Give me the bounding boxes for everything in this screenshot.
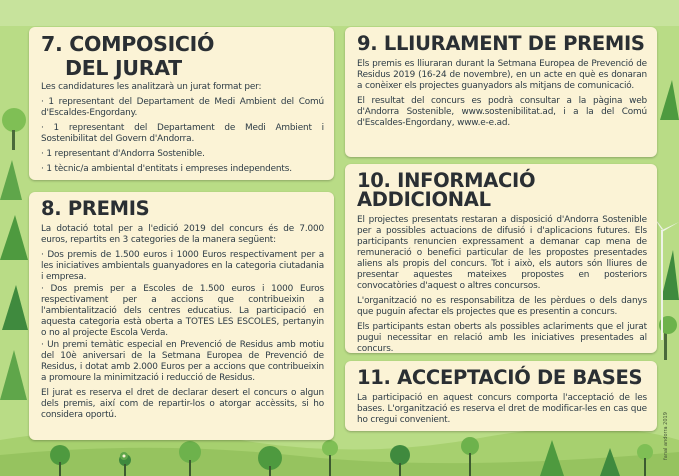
list-item: · 1 representant del Departament de Medi Ambient del Comú d'Escaldes-Engordany. bbox=[41, 97, 324, 118]
section-11-title: 11. ACCEPTACIÓ DE BASES bbox=[357, 366, 643, 389]
section-8-intro: La dotació total per a l'edició 2019 del concurs és de 7.000 euros, repartits en 3 categories de la manera següent: bbox=[41, 224, 324, 245]
section-acceptance-of-rules bbox=[345, 361, 657, 431]
section-8-title: 8. PREMIS bbox=[41, 197, 150, 220]
list-item: · 1 tècnic/a ambiental d'entitats i empreses independents. bbox=[41, 164, 292, 174]
section-10-paragraph-3: Els participants estan oberts als possibles aclariments que el jurat pugui necessitar en relació amb les iniciatives presentades al concurs. bbox=[357, 322, 647, 353]
list-item: · Dos premis de 1.500 euros i 1000 Euros respectivament per a les iniciatives ambientals guanyadores en la categoria ciutadania i empresa. bbox=[41, 250, 324, 282]
section-11-paragraph-1: La participació en aquest concurs comporta l'acceptació de les bases. L'organització es reserva el dret de modificar-les en cas que ho cregui convenient. bbox=[357, 393, 647, 425]
list-item: · Un premi temàtic especial en Prevenció de Residus amb motiu del 10è aniversari de la Setmana Europea de Prevenció de Residus, i dotat amb 2.000 Euros per a accions que contribueixin a promoure la minimització i reducció de Residus. bbox=[41, 340, 324, 383]
section-7-title-line1: 7. COMPOSICIÓ bbox=[41, 32, 215, 56]
section-10-title: 10. INFORMACIÓ ADDICIONAL bbox=[357, 169, 536, 211]
list-item: · 1 representant d'Andorra Sostenible. bbox=[41, 149, 205, 159]
section-additional-information bbox=[345, 164, 657, 353]
section-9-title: 9. LLIURAMENT DE PREMIS bbox=[357, 32, 645, 55]
section-9-paragraph-2: El resultat del concurs es podrà consultar a la pàgina web d'Andorra Sostenible, www.sostenibilitat.ad, i a la del Comú d'Escaldes-Engordany, www.e-e.ad. bbox=[357, 96, 647, 128]
section-7-title-line2: DEL JURAT bbox=[65, 56, 182, 80]
section-8-closing: El jurat es reserva el dret de declarar desert el concurs o algun dels premis, així com de repartir-los o atorgar accèssits, si ho considera oportú. bbox=[41, 388, 324, 420]
section-10-paragraph-2: L'organització no es responsabilitza de les pèrdues o dels danys que puguin afectar els projectes que es presentin a concurs. bbox=[357, 296, 647, 317]
flower-icon bbox=[120, 452, 128, 460]
section-10-paragraph-1: El projectes presentats restaran a disposició d'Andorra Sostenible per a possibles actuacions de difusió i d'aplicacions futures. Els participants renuncien expressament a demanar cap mena de remuneració o benefici particular de les propostes presentades aliens als propis del concurs. Tot i això, els autors són lliures de presentar aquestes mateixes propostes en posteriors convocatòries d'aquest o altres concursos. bbox=[357, 215, 647, 291]
list-item: · Dos premis per a Escoles de 1.500 euros i 1000 Euros respectivament per a accions que contribueixin a l'ambientalització dels centres educatius. La participació en aquesta categoria està oberta a TOTES LES ESCOLES, pertanyin o no al projecte Escola Verda. bbox=[41, 284, 324, 338]
section-9-paragraph-1: Els premis es lliuraran durant la Setmana Europea de Prevenció de Residus 2019 (16-24 de novembre), en un acte en què es donaran a conèixer els projectes guanyadors als mitjans de comunicació. bbox=[357, 59, 647, 91]
list-item: · 1 representant del Departament de Medi Ambient i Sostenibilitat del Govern d'Andorra. bbox=[41, 123, 324, 144]
section-jury-composition bbox=[29, 27, 334, 180]
section-prize-delivery bbox=[345, 27, 657, 157]
side-credit: fanal andorra 2019 bbox=[663, 412, 669, 460]
section-prizes bbox=[29, 192, 334, 440]
section-7-intro: Les candidatures les analitzarà un jurat format per: bbox=[41, 82, 262, 92]
